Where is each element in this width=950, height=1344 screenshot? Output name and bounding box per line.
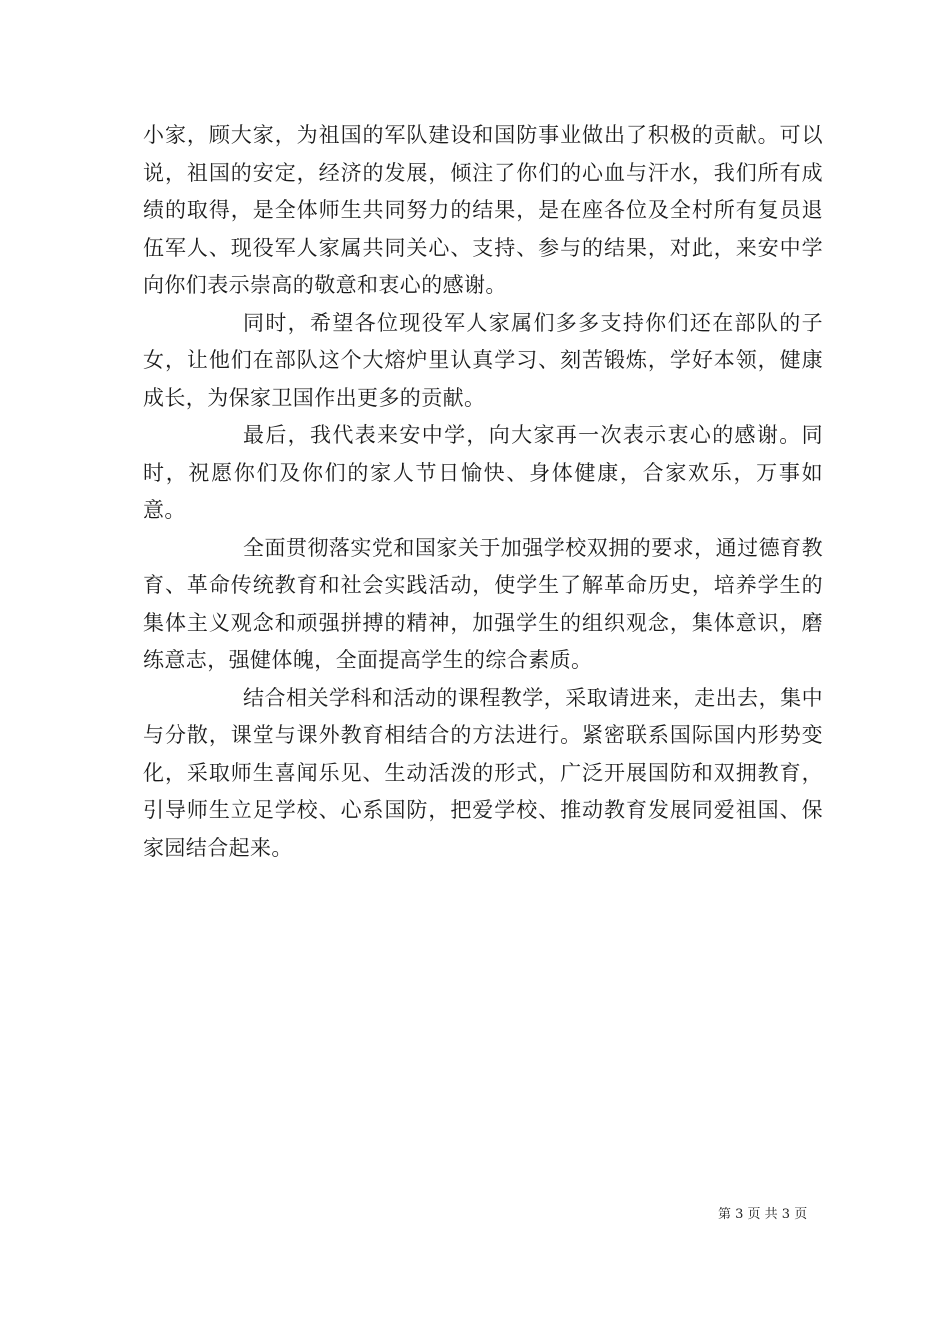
paragraph-2: 同时，希望各位现役军人家属们多多支持你们还在部队的子女，让他们在部队这个大熔炉里认真学习、刻苦锻炼，学好本领，健康成长，为保家卫国作出更多的贡献。 xyxy=(143,310,823,410)
paragraph-5: 结合相关学科和活动的课程教学，采取请进来，走出去，集中与分散，课堂与课外教育相结合的方法进行。紧密联系国际国内形势变化，采取师生喜闻乐见、生动活泼的形式，广泛开展国防和双拥教育，引导师生立足学校、心系国防，把爱学校、推动教育发展同爱祖国、保家园结合起来。 xyxy=(143,685,823,860)
document-body xyxy=(143,117,823,867)
page-number-footer: 第 3 页 共 3 页 xyxy=(718,1207,808,1222)
paragraph-4: 全面贯彻落实党和国家关于加强学校双拥的要求，通过德育教育、革命传统教育和社会实践活动，使学生了解革命历史，培养学生的集体主义观念和顽强拼搏的精神，加强学生的组织观念，集体意识，磨练意志，强健体魄，全面提高学生的综合素质。 xyxy=(143,535,823,672)
paragraph-1: 小家，顾大家，为祖国的军队建设和国防事业做出了积极的贡献。可以说，祖国的安定，经济的发展，倾注了你们的心血与汗水，我们所有成绩的取得，是全体师生共同努力的结果，是在座各位及全村所有复员退伍军人、现役军人家属共同关心、支持、参与的结果，对此，来安中学向你们表示崇高的敬意和衷心的感谢。 xyxy=(143,123,823,297)
paragraph-3: 最后，我代表来安中学，向大家再一次表示衷心的感谢。同时，祝愿你们及你们的家人节日愉快、身体健康，合家欢乐，万事如意。 xyxy=(143,423,823,522)
